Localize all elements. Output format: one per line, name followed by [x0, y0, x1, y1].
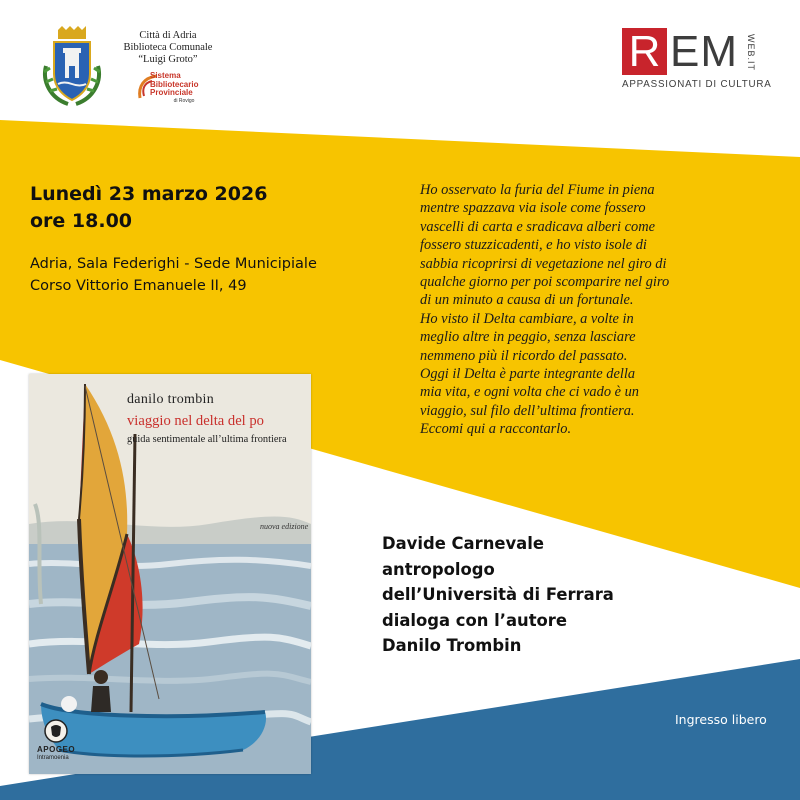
quote-line: Ho osservato la furia del Fiume in piena	[420, 182, 655, 198]
quote-line: fossero stuzzicadenti, e ho visto isole di	[420, 237, 647, 254]
speaker-role: antropologo	[382, 559, 495, 579]
book-subtitle: guida sentimentale all’ultima frontiera	[127, 434, 287, 445]
sbp-sub: di Rovigo	[173, 97, 195, 104]
speaker-affiliation: dell’Università di Ferrara	[382, 585, 614, 605]
speaker-action: dialoga con l’autore	[382, 610, 568, 630]
rem-em-letters: EM	[670, 27, 738, 76]
speaker-name: Davide Carnevale	[382, 534, 544, 553]
apogeo-name: APOGEO	[37, 745, 76, 754]
sbp-line: Sistema	[150, 71, 181, 80]
apogeo-series: Intramoenia	[37, 755, 69, 761]
library-name-line: “Luigi Groto”	[138, 54, 198, 65]
apogeo-logo	[35, 718, 89, 768]
rem-r-letter: R	[622, 28, 667, 75]
event-time: ore 18.00	[30, 210, 133, 232]
event-datetime	[30, 181, 267, 235]
rem-logo	[618, 28, 776, 94]
book-title: viaggio nel delta del po	[127, 413, 264, 429]
quote-line: vascelli di carta e sradicava alberi come	[420, 218, 655, 235]
sbp-logo	[134, 70, 224, 104]
venue-name: Adria, Sala Federighi - Sede Municipiale	[30, 256, 317, 272]
book-cover	[29, 374, 311, 774]
library-line: Biblioteca Comunale	[123, 42, 213, 53]
quote-line: di un minuto a causa di un fortunale.	[420, 292, 634, 309]
book-author: danilo trombin	[127, 392, 215, 407]
quote-line: Ho visto il Delta cambiare, a volte in	[420, 310, 634, 327]
quote-line: viaggio, sul filo dell’ultima frontiera.	[420, 402, 635, 419]
rem-web-label: WEB.IT	[746, 34, 756, 71]
adria-crest-icon	[40, 26, 104, 108]
sbp-text	[150, 72, 198, 104]
quote-line: sabbia ricoprirsi di vegetazione nel giro di	[420, 255, 667, 272]
quote-line: meglio altre in peggio, senza lasciare	[420, 329, 636, 346]
apogeo-mark-icon	[43, 718, 69, 744]
city-line: Città di Adria	[139, 30, 197, 41]
book-cover-text	[127, 392, 307, 445]
quote-line: mentre spazzava via isole come fossero	[420, 200, 646, 217]
speaker-info	[382, 531, 614, 659]
event-venue	[30, 253, 317, 297]
sbp-line: Bibliotecario	[150, 79, 199, 89]
event-date: Lunedì 23 marzo 2026	[30, 183, 268, 205]
author-name: Danilo Trombin	[382, 636, 522, 656]
free-entry-label: Ingresso libero	[675, 712, 767, 727]
quote-line: Eccomi qui a raccontarlo.	[420, 421, 572, 438]
quote-line: Oggi il Delta è parte integrante della	[420, 366, 636, 383]
book-edition: nuova edizione	[260, 522, 309, 531]
venue-address: Corso Vittorio Emanuele II, 49	[30, 278, 247, 294]
quote-line: mia vita, e ogni volta che ci vado è un	[420, 384, 639, 401]
quote-line: nemmeno più il ricordo del passato.	[420, 347, 628, 364]
library-name	[112, 30, 224, 66]
sbp-line: Provinciale	[150, 88, 193, 97]
book-quote	[420, 181, 780, 439]
rem-tagline: APPASSIONATI DI CULTURA	[622, 79, 772, 90]
quote-line: qualche giorno per poi scomparire nel giro	[420, 274, 670, 291]
